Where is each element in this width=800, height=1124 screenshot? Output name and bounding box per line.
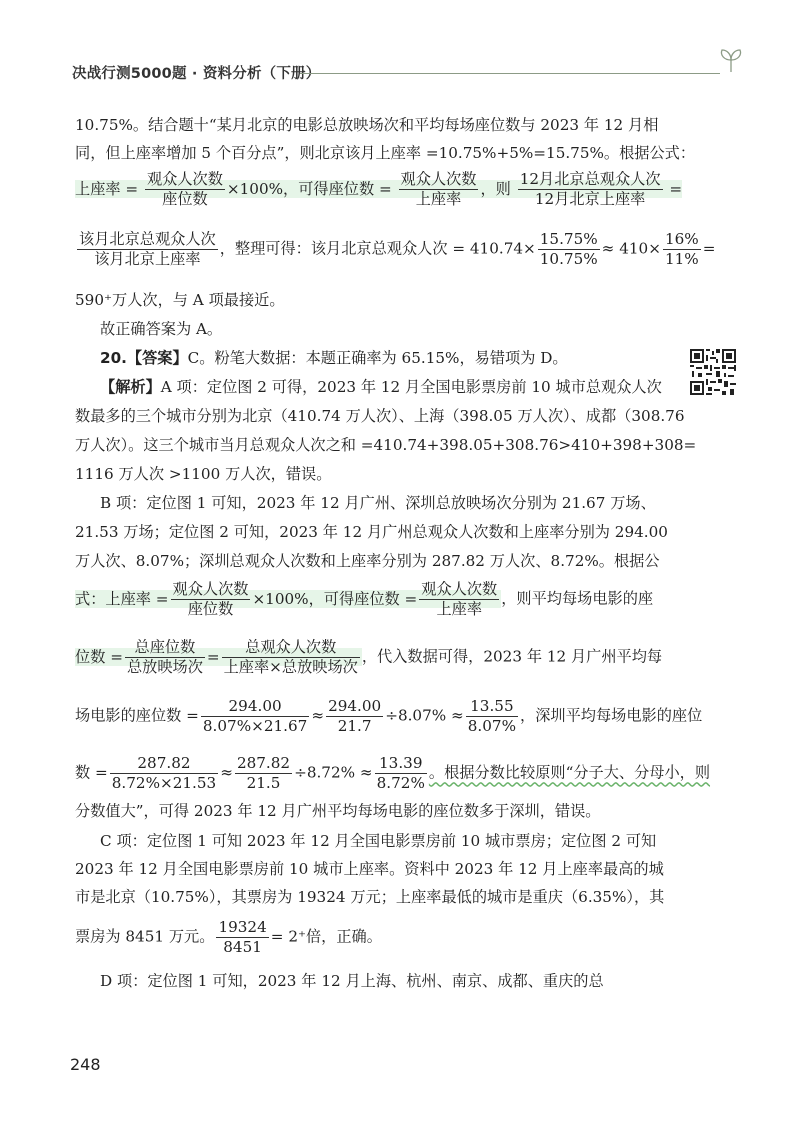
denominator: 11% xyxy=(664,250,699,268)
fraction xyxy=(216,918,268,957)
text-line xyxy=(75,886,675,907)
text-line xyxy=(100,830,700,851)
page-number: 248 xyxy=(70,1055,101,1074)
fraction xyxy=(201,697,309,736)
numerator: 294.00 xyxy=(328,697,382,715)
numerator: 287.82 xyxy=(236,754,291,772)
fraction xyxy=(419,580,499,619)
analysis-label: 【解析】 xyxy=(100,378,161,396)
text: ≈ xyxy=(311,706,325,725)
answer-line xyxy=(100,347,700,368)
numerator: 287.82 xyxy=(110,754,218,774)
denominator: 总放映场次 xyxy=(126,658,203,676)
text: ≈ xyxy=(220,763,233,782)
text-line xyxy=(75,463,675,484)
text: ÷8.07% ≈ xyxy=(385,706,464,725)
formula-line xyxy=(75,918,675,957)
numerator: 12月北京总观众人次 xyxy=(519,170,661,188)
text: ，整理可得：该月北京总观众人次 = 410.74× xyxy=(219,239,536,258)
text: ，则平均每场电影的座 xyxy=(501,589,654,608)
numerator: 该月北京总观众人次 xyxy=(79,230,216,248)
analysis-line xyxy=(100,376,700,397)
fraction xyxy=(125,638,205,677)
formula-line xyxy=(75,638,675,677)
text: ≈ 410× xyxy=(601,239,661,258)
text: 10.75%。结合题十“某月北京的电影总放映场次和平均每场座位数与 2023 年 12 月相 xyxy=(75,116,659,134)
text-line xyxy=(75,142,696,163)
denominator: 8.72%×21.53 xyxy=(111,774,217,792)
numerator: 13.39 xyxy=(375,754,427,774)
numerator: 观众人次数 xyxy=(400,170,477,188)
text: 。根据分数比较原则“分子大、分母小，则 xyxy=(428,763,711,782)
text: 数 = xyxy=(75,763,108,782)
fraction xyxy=(663,230,701,269)
fraction xyxy=(145,170,225,209)
fraction xyxy=(171,580,251,619)
text-line xyxy=(100,492,700,513)
fraction xyxy=(77,230,218,269)
denominator: 上座率 xyxy=(436,600,483,618)
numerator: 总座位数 xyxy=(125,638,205,658)
text: 分数值大”，可得 2023 年 12 月广州平均每场电影的座位数多于深圳，错误。 xyxy=(75,802,601,820)
denominator: 8.07% xyxy=(467,717,516,735)
numerator: 观众人次数 xyxy=(421,580,498,598)
text-line xyxy=(75,405,685,426)
text: = xyxy=(206,647,220,666)
text: ，则 xyxy=(480,179,511,198)
denominator: 12月北京上座率 xyxy=(534,190,646,208)
text: A 项：定位图 2 可得，2023 年 12 月全国电影票房前 10 城市总观众人次 xyxy=(160,378,662,396)
denominator: 该月北京上座率 xyxy=(94,250,201,268)
formula-line xyxy=(75,170,683,209)
header-rule xyxy=(300,73,720,74)
formula-line xyxy=(75,230,716,269)
formula xyxy=(75,638,362,676)
numerator: 观众人次数 xyxy=(172,580,249,598)
leaf-icon xyxy=(716,44,746,74)
formula xyxy=(75,170,683,208)
formula xyxy=(75,580,501,618)
text: ，深圳平均每场电影的座位 xyxy=(520,706,703,725)
denominator: 21.5 xyxy=(246,774,281,792)
text: 1116 万人次 >1100 万人次，错误。 xyxy=(75,465,332,483)
text: 场电影的座位数 = xyxy=(75,706,199,725)
text-line xyxy=(75,521,675,542)
numerator: 观众人次数 xyxy=(146,170,223,188)
answer-label: 20.【答案】 xyxy=(100,349,188,367)
text-line xyxy=(75,858,675,879)
fraction xyxy=(466,697,518,736)
text-line xyxy=(100,318,700,339)
text-line xyxy=(75,550,675,571)
numerator: 294.00 xyxy=(201,697,309,717)
text: 万人次、8.07%；深圳总观众人次数和上座率分别为 287.82 万人次、8.72%。根据公 xyxy=(75,552,660,570)
fraction xyxy=(222,638,360,677)
text-line xyxy=(75,289,675,310)
text: B 项：定位图 1 可知，2023 年 12 月广州、深圳总放映场次分别为 21.67 万场、 xyxy=(100,494,656,512)
text-line xyxy=(100,970,700,991)
text: ，代入数据可得，2023 年 12 月广州平均每 xyxy=(361,647,663,666)
denominator: 8.07%×21.67 xyxy=(202,717,308,735)
text: ×100%，可得座位数 = xyxy=(226,179,392,198)
text: = xyxy=(702,239,716,258)
text: 21.53 万场；定位图 2 可知，2023 年 12 月广州总观众人次数和上座率分别为 294.00 xyxy=(75,523,668,541)
text: 票房为 8451 万元。 xyxy=(75,927,215,946)
text: 故正确答案为 A。 xyxy=(100,320,223,338)
formula-line xyxy=(75,697,703,736)
text: 590⁺万人次，与 A 项最接近。 xyxy=(75,291,285,309)
fraction xyxy=(235,754,292,793)
text: ÷8.72% ≈ xyxy=(294,763,373,782)
text: 上座率 = xyxy=(75,179,139,198)
text: 式：上座率 = xyxy=(75,589,169,608)
text: = xyxy=(669,179,683,198)
denominator: 座位数 xyxy=(162,190,208,208)
numerator: 总观众人次数 xyxy=(222,638,360,658)
denominator: 10.75% xyxy=(539,250,598,268)
formula-line xyxy=(75,580,675,619)
text: 数最多的三个城市分别为北京（410.74 万人次）、上海（398.05 万人次）、成都（308.76 xyxy=(75,407,685,425)
running-header: 决战行测5000题 · 资料分析（下册） xyxy=(72,66,321,82)
text: D 项：定位图 1 可知，2023 年 12 月上海、杭州、南京、成都、重庆的总 xyxy=(100,972,604,990)
text: 同，但上座率增加 5 个百分点”，则北京该月上座率 =10.75%+5%=15.75%。根据公式： xyxy=(75,144,696,162)
fraction xyxy=(538,230,600,269)
text: 市是北京（10.75%），其票房为 19324 万元；上座率最低的城市是重庆（6.35%），其 xyxy=(75,888,665,906)
fraction xyxy=(375,754,427,793)
text-line xyxy=(75,800,675,821)
denominator: 座位数 xyxy=(187,600,234,618)
denominator: 8.72% xyxy=(376,774,425,792)
text: C 项：定位图 1 可知 2023 年 12 月全国电影票房前 10 城市票房；定位图 2 可知 xyxy=(100,832,657,850)
numerator: 19324 xyxy=(218,918,267,936)
fraction xyxy=(518,170,663,209)
numerator: 13.55 xyxy=(466,697,518,717)
formula-line xyxy=(75,754,711,793)
denominator: 21.7 xyxy=(337,717,372,735)
text-line xyxy=(75,114,675,135)
text: 万人次）。这三个城市当月总观众人次之和 =410.74+398.05+308.76>410+398+308= xyxy=(75,436,697,454)
numerator: 15.75% xyxy=(539,230,598,248)
text: 位数 = xyxy=(75,647,123,666)
numerator: 16% xyxy=(664,230,699,248)
text: ×100%，可得座位数 = xyxy=(252,589,418,608)
text: C。粉笔大数据：本题正确率为 65.15%，易错项为 D。 xyxy=(187,349,568,367)
denominator: 8451 xyxy=(223,938,262,956)
denominator: 上座率 xyxy=(415,190,462,208)
text-line xyxy=(75,434,697,455)
text: 2023 年 12 月全国电影票房前 10 城市上座率。资料中 2023 年 12 月上座率最高的城 xyxy=(75,860,664,878)
fraction xyxy=(399,170,479,209)
denominator: 上座率×总放映场次 xyxy=(223,658,358,676)
fraction xyxy=(326,697,383,736)
text: = 2⁺倍，正确。 xyxy=(270,927,382,946)
fraction xyxy=(110,754,218,793)
